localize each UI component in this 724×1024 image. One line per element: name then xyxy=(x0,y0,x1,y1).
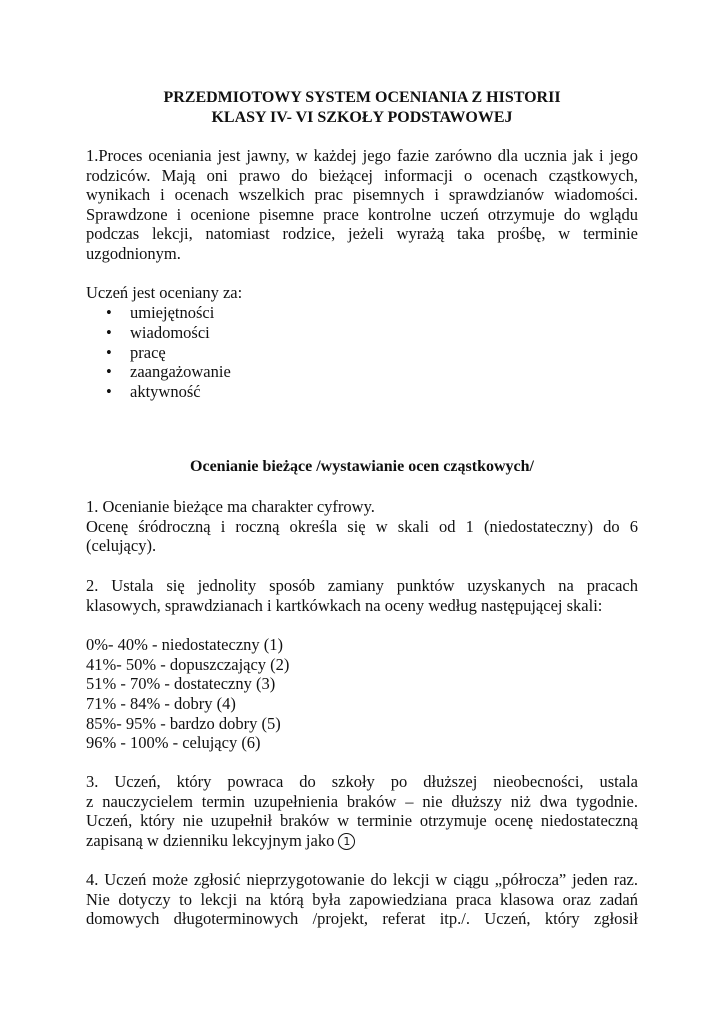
paragraph-line: uzgodnionym. xyxy=(86,243,181,263)
point-3 xyxy=(86,772,638,850)
point-line: Nie dotyczy to lekcji na którą była zapowiedziana praca klasowa oraz zadań xyxy=(86,889,638,909)
list-item: • wiadomości xyxy=(106,322,210,342)
grade-scale xyxy=(86,635,638,753)
point-line: 3. Uczeń, który powraca do szkoły po dłuższej nieobecności, ustala xyxy=(86,772,638,791)
list-item: • umiejętności xyxy=(106,303,215,322)
paragraph-line: 1.Proces oceniania jest jawny, w każdej jego fazie zarówno dla ucznia jak i jego xyxy=(86,146,638,165)
scale-row: 41%- 50% - dopuszczający (2) xyxy=(86,654,290,674)
title-line-2: KLASY IV- VI SZKOŁY PODSTAWOWEJ xyxy=(211,109,513,126)
scale-row: 96% - 100% - celujący (6) xyxy=(86,733,261,753)
assessed-intro: Uczeń jest oceniany za: xyxy=(86,283,243,302)
point-line: 1. Ocenianie bieżące ma charakter cyfrowy. xyxy=(86,497,375,516)
scale-row: 71% - 84% - dobry (4) xyxy=(86,694,236,714)
point-line: klasowych, sprawdzianach i kartkówkach na oceny według następującej skali: xyxy=(86,595,603,615)
assessed-list xyxy=(106,303,231,402)
document-title xyxy=(0,88,724,128)
point-line: 4. Uczeń może zgłosić nieprzygotowanie do lekcji w ciągu „półrocza” jeden raz. xyxy=(86,870,638,889)
point-line: 2. Ustala się jednolity sposób zamiany punktów uzyskanych na pracach xyxy=(86,576,638,595)
paragraph-line: Sprawdzone i ocenione pisemne prace kontrolne uczeń otrzymuje do wglądu xyxy=(86,204,638,224)
list-item: • zaangażowanie xyxy=(106,362,231,382)
bullet-icon: • xyxy=(106,382,112,402)
list-item: • aktywność xyxy=(106,382,201,402)
point-line: Uczeń, który nie uzupełnił braków w terminie otrzymuje ocenę niedostateczną xyxy=(86,811,638,831)
list-item: • pracę xyxy=(106,342,166,362)
point-line: (celujący). xyxy=(86,536,157,556)
paragraph-line: wynikach i ocenach wszelkich prac pisemnych i sprawdzianów wiadomości. xyxy=(86,185,638,205)
bullet-icon: • xyxy=(106,322,112,342)
section-heading: Ocenianie bieżące /wystawianie ocen cząstkowych/ xyxy=(190,458,534,475)
point-line: z nauczycielem termin uzupełnienia braków – nie dłuższy niż dwa tygodnie. xyxy=(86,791,638,811)
point-line: Ocenę śródroczną i roczną określa się w skali od 1 (niedostateczny) do 6 xyxy=(86,516,638,536)
scale-row: 0%- 40% - niedostateczny (1) xyxy=(86,635,284,654)
bullet-icon: • xyxy=(106,303,112,322)
point-1 xyxy=(86,497,638,556)
paragraph-line: podczas lekcji, natomiast rodzice, jeżeli wyrażą taka prośbę, w terminie xyxy=(86,224,638,244)
point-line: domowych długoterminowych /projekt, referat itp./. Uczeń, który zgłosił xyxy=(86,909,638,929)
bullet-icon: • xyxy=(106,342,112,362)
point-line: zapisaną w dzienniku lekcyjnym jako 1 xyxy=(86,831,638,851)
section-1-paragraph xyxy=(86,146,638,264)
scale-row: 51% - 70% - dostateczny (3) xyxy=(86,674,276,694)
circled-one-icon: 1 xyxy=(338,833,355,850)
scale-row: 85%- 95% - bardzo dobry (5) xyxy=(86,713,281,733)
bullet-icon: • xyxy=(106,362,112,382)
point-2 xyxy=(86,576,638,615)
point-4 xyxy=(86,870,638,929)
title-line-1: PRZEDMIOTOWY SYSTEM OCENIANIA Z HISTORII xyxy=(163,89,561,106)
paragraph-line: rodziców. Mają oni prawo do bieżącej informacji o ocenach cząstkowych, xyxy=(86,165,638,185)
